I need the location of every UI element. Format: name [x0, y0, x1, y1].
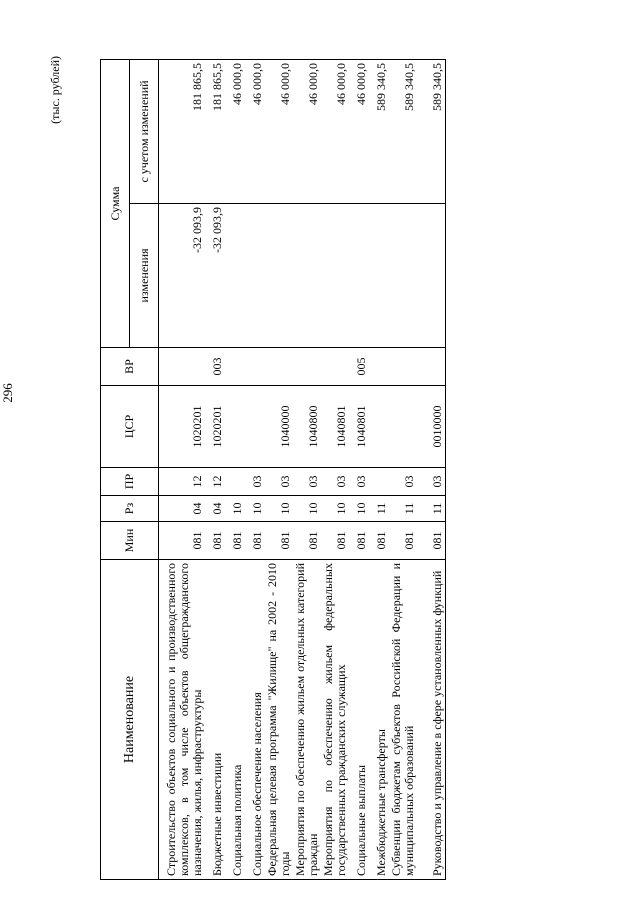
cell-pr: 03 — [349, 468, 369, 496]
cell-change — [417, 204, 446, 348]
units-note: (тыс. рублей) — [48, 56, 62, 124]
cell-total: 46 000,0 — [293, 59, 321, 203]
cell-pr — [225, 468, 245, 496]
cell-vr: 005 — [349, 348, 369, 386]
table-row — [389, 59, 417, 879]
cell-total: 589 340,5 — [389, 59, 417, 203]
cell-min: 081 — [159, 522, 206, 560]
cell-csr — [245, 386, 265, 468]
cell-min: 081 — [369, 522, 389, 560]
budget-table — [100, 59, 446, 880]
cell-csr — [369, 386, 389, 468]
cell-name: Бюджетные инвестиции — [205, 560, 225, 880]
cell-pr: 12 — [205, 468, 225, 496]
cell-name: Социальная политика — [225, 560, 245, 880]
header-vr: ВР — [101, 348, 159, 386]
cell-name: Социальные выплаты — [349, 560, 369, 880]
cell-change — [265, 204, 293, 348]
cell-vr — [293, 348, 321, 386]
table-row — [417, 59, 446, 879]
cell-rz: 10 — [349, 496, 369, 522]
cell-csr: 1020201 — [159, 386, 206, 468]
cell-name: Мероприятия по обеспечению жильем федеральных государственных гражданских служащих — [321, 560, 349, 880]
cell-vr — [225, 348, 245, 386]
cell-pr: 03 — [245, 468, 265, 496]
cell-rz: 11 — [389, 496, 417, 522]
cell-csr: 0010000 — [417, 386, 446, 468]
cell-change — [369, 204, 389, 348]
cell-min: 081 — [245, 522, 265, 560]
table-row — [159, 59, 206, 879]
cell-pr: 03 — [417, 468, 446, 496]
cell-name: Федеральная целевая программа "Жилище" на 2002 - 2010 годы — [265, 560, 293, 880]
cell-rz: 04 — [205, 496, 225, 522]
cell-rz: 10 — [265, 496, 293, 522]
cell-total: 589 340,5 — [417, 59, 446, 203]
cell-name: Руководство и управление в сфере установленных функций — [417, 560, 446, 880]
cell-rz: 10 — [245, 496, 265, 522]
cell-change — [245, 204, 265, 348]
table-row — [293, 59, 321, 879]
table-row — [349, 59, 369, 879]
cell-min: 081 — [225, 522, 245, 560]
cell-total: 46 000,0 — [245, 59, 265, 203]
cell-vr — [369, 348, 389, 386]
cell-csr: 1040000 — [265, 386, 293, 468]
header-pr: ПР — [101, 468, 159, 496]
cell-min: 081 — [205, 522, 225, 560]
cell-change: -32 093,9 — [159, 204, 206, 348]
table-header — [101, 59, 159, 879]
cell-min: 081 — [349, 522, 369, 560]
cell-rz: 10 — [225, 496, 245, 522]
header-rz: Рз — [101, 496, 159, 522]
cell-pr: 12 — [159, 468, 206, 496]
cell-change: -32 093,9 — [205, 204, 225, 348]
cell-name: Мероприятия по обеспечению жильем отдельных категорий граждан — [293, 560, 321, 880]
cell-name: Социальное обеспечение населения — [245, 560, 265, 880]
cell-rz: 11 — [417, 496, 446, 522]
cell-csr: 1040801 — [349, 386, 369, 468]
header-change: изменения — [130, 204, 159, 348]
cell-csr: 1020201 — [205, 386, 225, 468]
cell-min: 081 — [293, 522, 321, 560]
budget-table-sheet — [100, 60, 550, 880]
cell-change — [349, 204, 369, 348]
cell-total: 181 865,5 — [205, 59, 225, 203]
cell-total: 46 000,0 — [265, 59, 293, 203]
cell-pr: 03 — [293, 468, 321, 496]
cell-vr — [321, 348, 349, 386]
cell-change — [321, 204, 349, 348]
cell-vr — [159, 348, 206, 386]
header-with-changes: с учетом изменений — [130, 59, 159, 203]
header-name: Наименование — [101, 560, 159, 880]
cell-pr: 03 — [265, 468, 293, 496]
cell-min: 081 — [321, 522, 349, 560]
cell-min: 081 — [389, 522, 417, 560]
cell-rz: 11 — [369, 496, 389, 522]
cell-pr — [369, 468, 389, 496]
table-row — [321, 59, 349, 879]
cell-pr: 03 — [321, 468, 349, 496]
cell-vr — [245, 348, 265, 386]
cell-vr — [265, 348, 293, 386]
cell-csr: 1040800 — [293, 386, 321, 468]
header-csr: ЦСР — [101, 386, 159, 468]
cell-total: 181 865,5 — [159, 59, 206, 203]
table-row — [369, 59, 389, 879]
header-sum-group: Сумма — [101, 59, 130, 347]
cell-min: 081 — [417, 522, 446, 560]
cell-change — [389, 204, 417, 348]
cell-pr: 03 — [389, 468, 417, 496]
cell-rz: 04 — [159, 496, 206, 522]
cell-name: Субвенции бюджетам субъектов Российской Федерации и муниципальных образований — [389, 560, 417, 880]
cell-total: 589 340,5 — [369, 59, 389, 203]
cell-total: 46 000,0 — [225, 59, 245, 203]
cell-csr — [389, 386, 417, 468]
cell-rz: 10 — [293, 496, 321, 522]
cell-total: 46 000,0 — [321, 59, 349, 203]
cell-name: Строительство объектов социального и производственного комплексов, в том числе объектов общегражданского назначения, жилья, инфраструктуры — [159, 560, 206, 880]
cell-vr — [417, 348, 446, 386]
table-row — [205, 59, 225, 879]
cell-csr: 1040801 — [321, 386, 349, 468]
table-row — [245, 59, 265, 879]
table-body — [159, 59, 446, 879]
cell-total: 46 000,0 — [349, 59, 369, 203]
cell-vr: 003 — [205, 348, 225, 386]
table-row — [225, 59, 245, 879]
cell-name: Межбюджетные трансферты — [369, 560, 389, 880]
cell-min: 081 — [265, 522, 293, 560]
page-number: 296 — [0, 383, 15, 403]
cell-change — [293, 204, 321, 348]
cell-rz: 10 — [321, 496, 349, 522]
header-min: Мин — [101, 522, 159, 560]
table-row — [265, 59, 293, 879]
cell-vr — [389, 348, 417, 386]
cell-change — [225, 204, 245, 348]
cell-csr — [225, 386, 245, 468]
